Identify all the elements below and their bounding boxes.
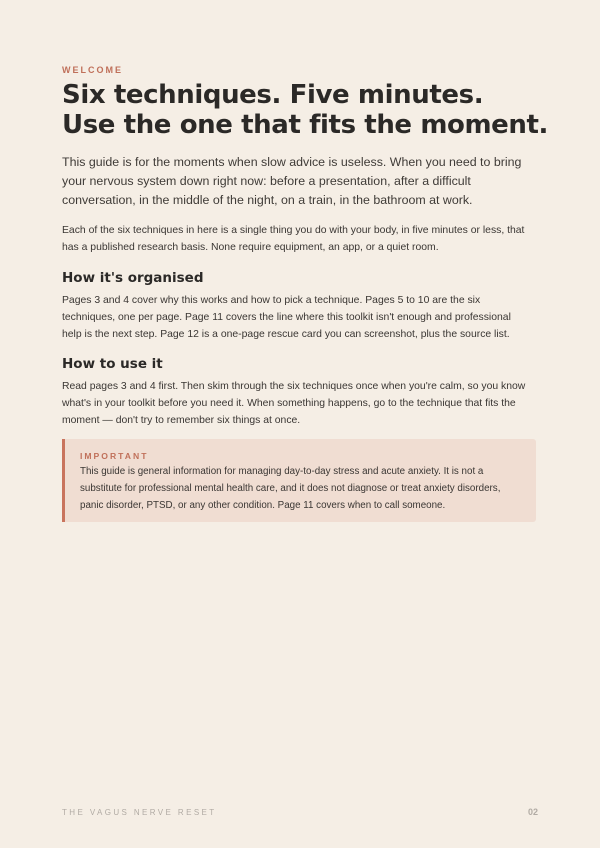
section-body-organised: Pages 3 and 4 cover why this works and how to pick a technique. Pages 5 to 10 are the six techniques, one per page. Page 11 covers the line where this toolkit isn't enough and professional help is the next step. Page 12 is a one-page rescue card you can screenshot, plus the source list. [62, 295, 511, 340]
page-title [62, 80, 549, 140]
section-heading-organised: How it's organised [62, 270, 204, 286]
page-number: 02 [527, 807, 538, 817]
callout-text: This guide is general information for managing day-to-day stress and acute anxiety. It is not a substitute for professional mental health care, and it does not diagnose or treat anxiety disorders, panic disorder, PTSD, or any other condition. Page 11 covers when to call someone. [80, 466, 501, 511]
intro-body-paragraph: Each of the six techniques in here is a single thing you do with your body, in five minutes or less, that has a published research basis. None require equipment, an app, or a quiet room. [62, 225, 525, 253]
page-title-line-2: Use the one that fits the moment. [62, 110, 549, 140]
section-eyebrow: WELCOME [62, 65, 123, 75]
footer-brand: THE VAGUS NERVE RESET [62, 808, 217, 817]
callout-label: IMPORTANT [80, 451, 149, 461]
intro-lead-paragraph: This guide is for the moments when slow advice is useless. When you need to bring your nervous system down right now: before a presentation, after a difficult conversation, in the middle of the night, on a train, in the bathroom at work. [62, 155, 522, 207]
section-heading-how-to-use: How to use it [62, 356, 163, 372]
section-body-how-to-use: Read pages 3 and 4 first. Then skim through the six techniques once when you're calm, so you know what's in your toolkit before you need it. When something happens, go to the technique that fits the moment — don't try to remember six things at once. [62, 381, 526, 426]
important-callout [62, 439, 536, 522]
page-title-line-1: Six techniques. Five minutes. [62, 80, 484, 110]
